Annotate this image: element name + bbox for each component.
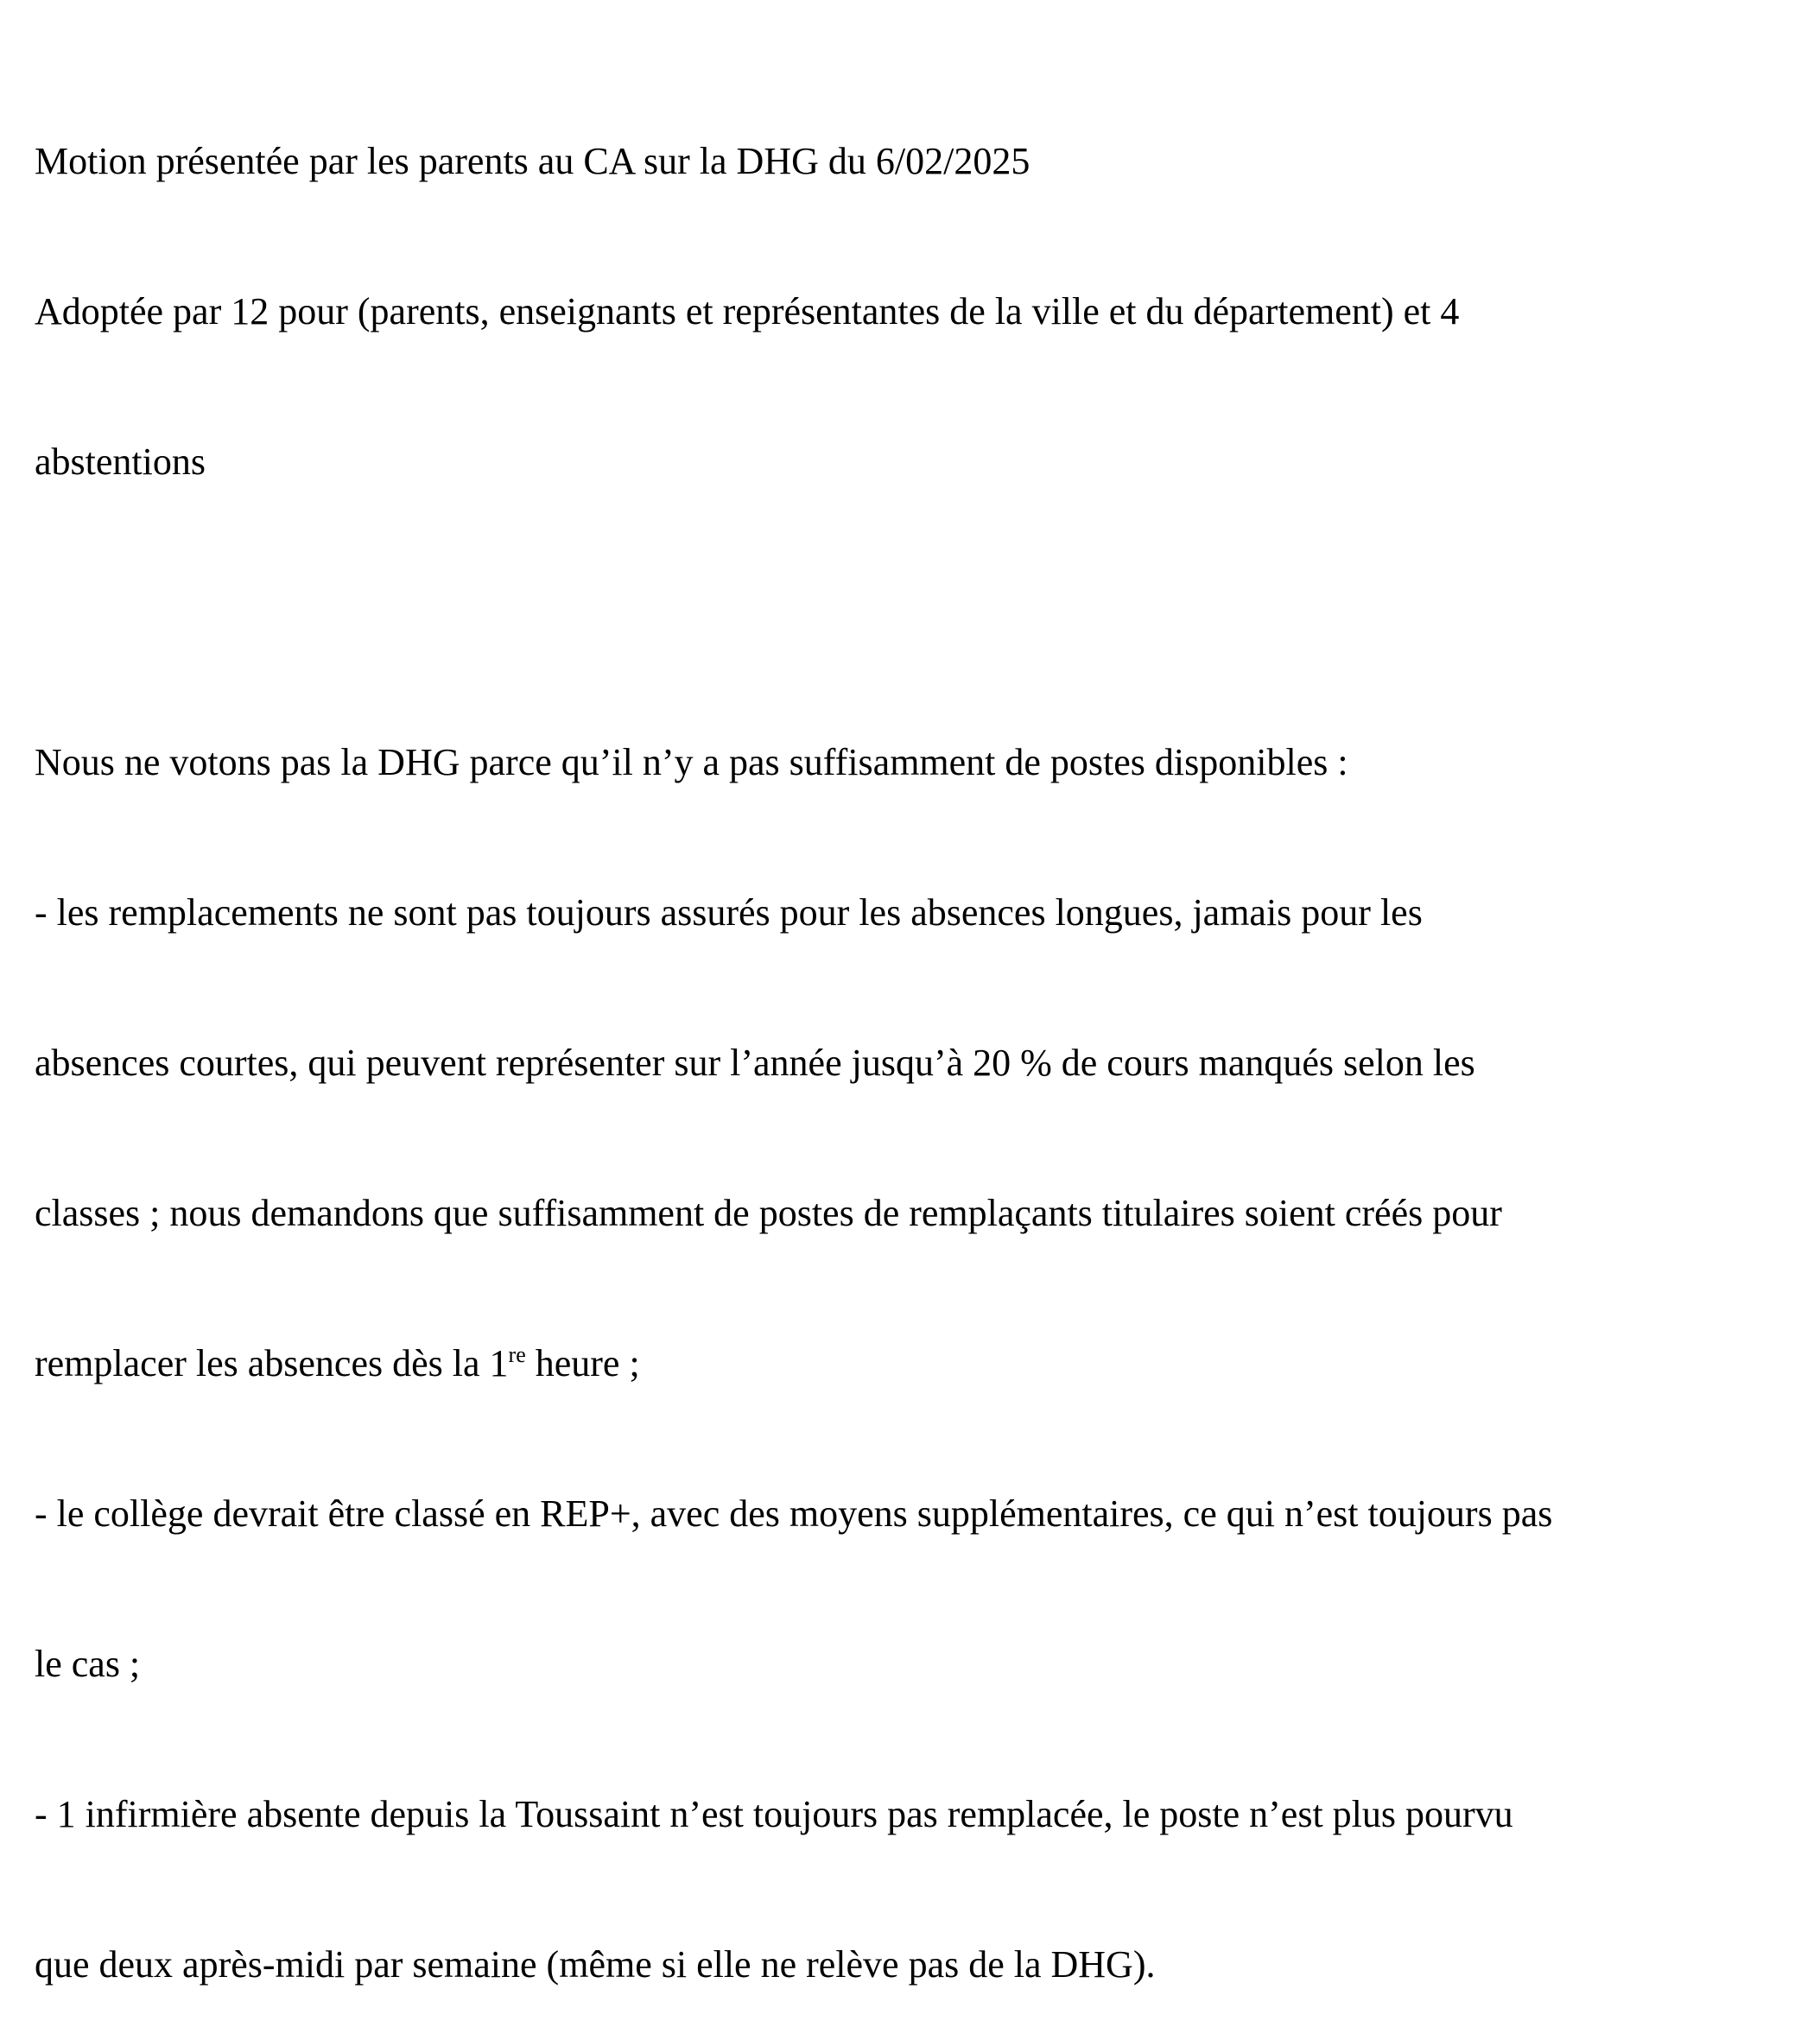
point-1-line-3: classes ; nous demandons que suffisamment de postes de remplaçants titulaires soient créés pour — [35, 1192, 1502, 1234]
point-2-line-1: - le collège devrait être classé en REP+, avec des moyens supplémentaires, ce qui n’est toujours pas — [35, 1492, 1553, 1535]
point-3-line-2: que deux après-midi par semaine (même si elle ne relève pas de la DHG). — [35, 1943, 1156, 1986]
point-2-line-2: le cas ; — [35, 1643, 141, 1685]
ordinal-superscript: re — [508, 1342, 526, 1367]
point-1-line-4-end: heure ; — [525, 1342, 640, 1384]
point-1-line-1: - les remplacements ne sont pas toujours assurés pour les absences longues, jamais pour les — [35, 891, 1423, 934]
vote-result-line-1: Adoptée par 12 pour (parents, enseignants et représentantes de la ville et du département) et 4 — [35, 290, 1460, 333]
paragraph-spacer — [35, 587, 1797, 637]
vote-result-line-2: abstentions — [35, 440, 206, 483]
point-3-line-1: - 1 infirmière absente depuis la Toussaint n’est toujours pas remplacée, le poste n’est plus pourvu — [35, 1793, 1513, 1835]
motion-intro: Nous ne votons pas la DHG parce qu’il n’y a pas suffisamment de postes disponibles : — [35, 741, 1348, 783]
document-body — [35, 36, 1797, 2040]
point-1-line-4 — [35, 1339, 1797, 1389]
motion-title: Motion présentée par les parents au CA sur la DHG du 6/02/2025 — [35, 140, 1030, 182]
point-1-line-4-start: remplacer les absences dès la 1 — [35, 1342, 509, 1384]
point-1-line-2: absences courtes, qui peuvent représenter sur l’année jusqu’à 20 % de cours manqués selon les — [35, 1042, 1475, 1084]
